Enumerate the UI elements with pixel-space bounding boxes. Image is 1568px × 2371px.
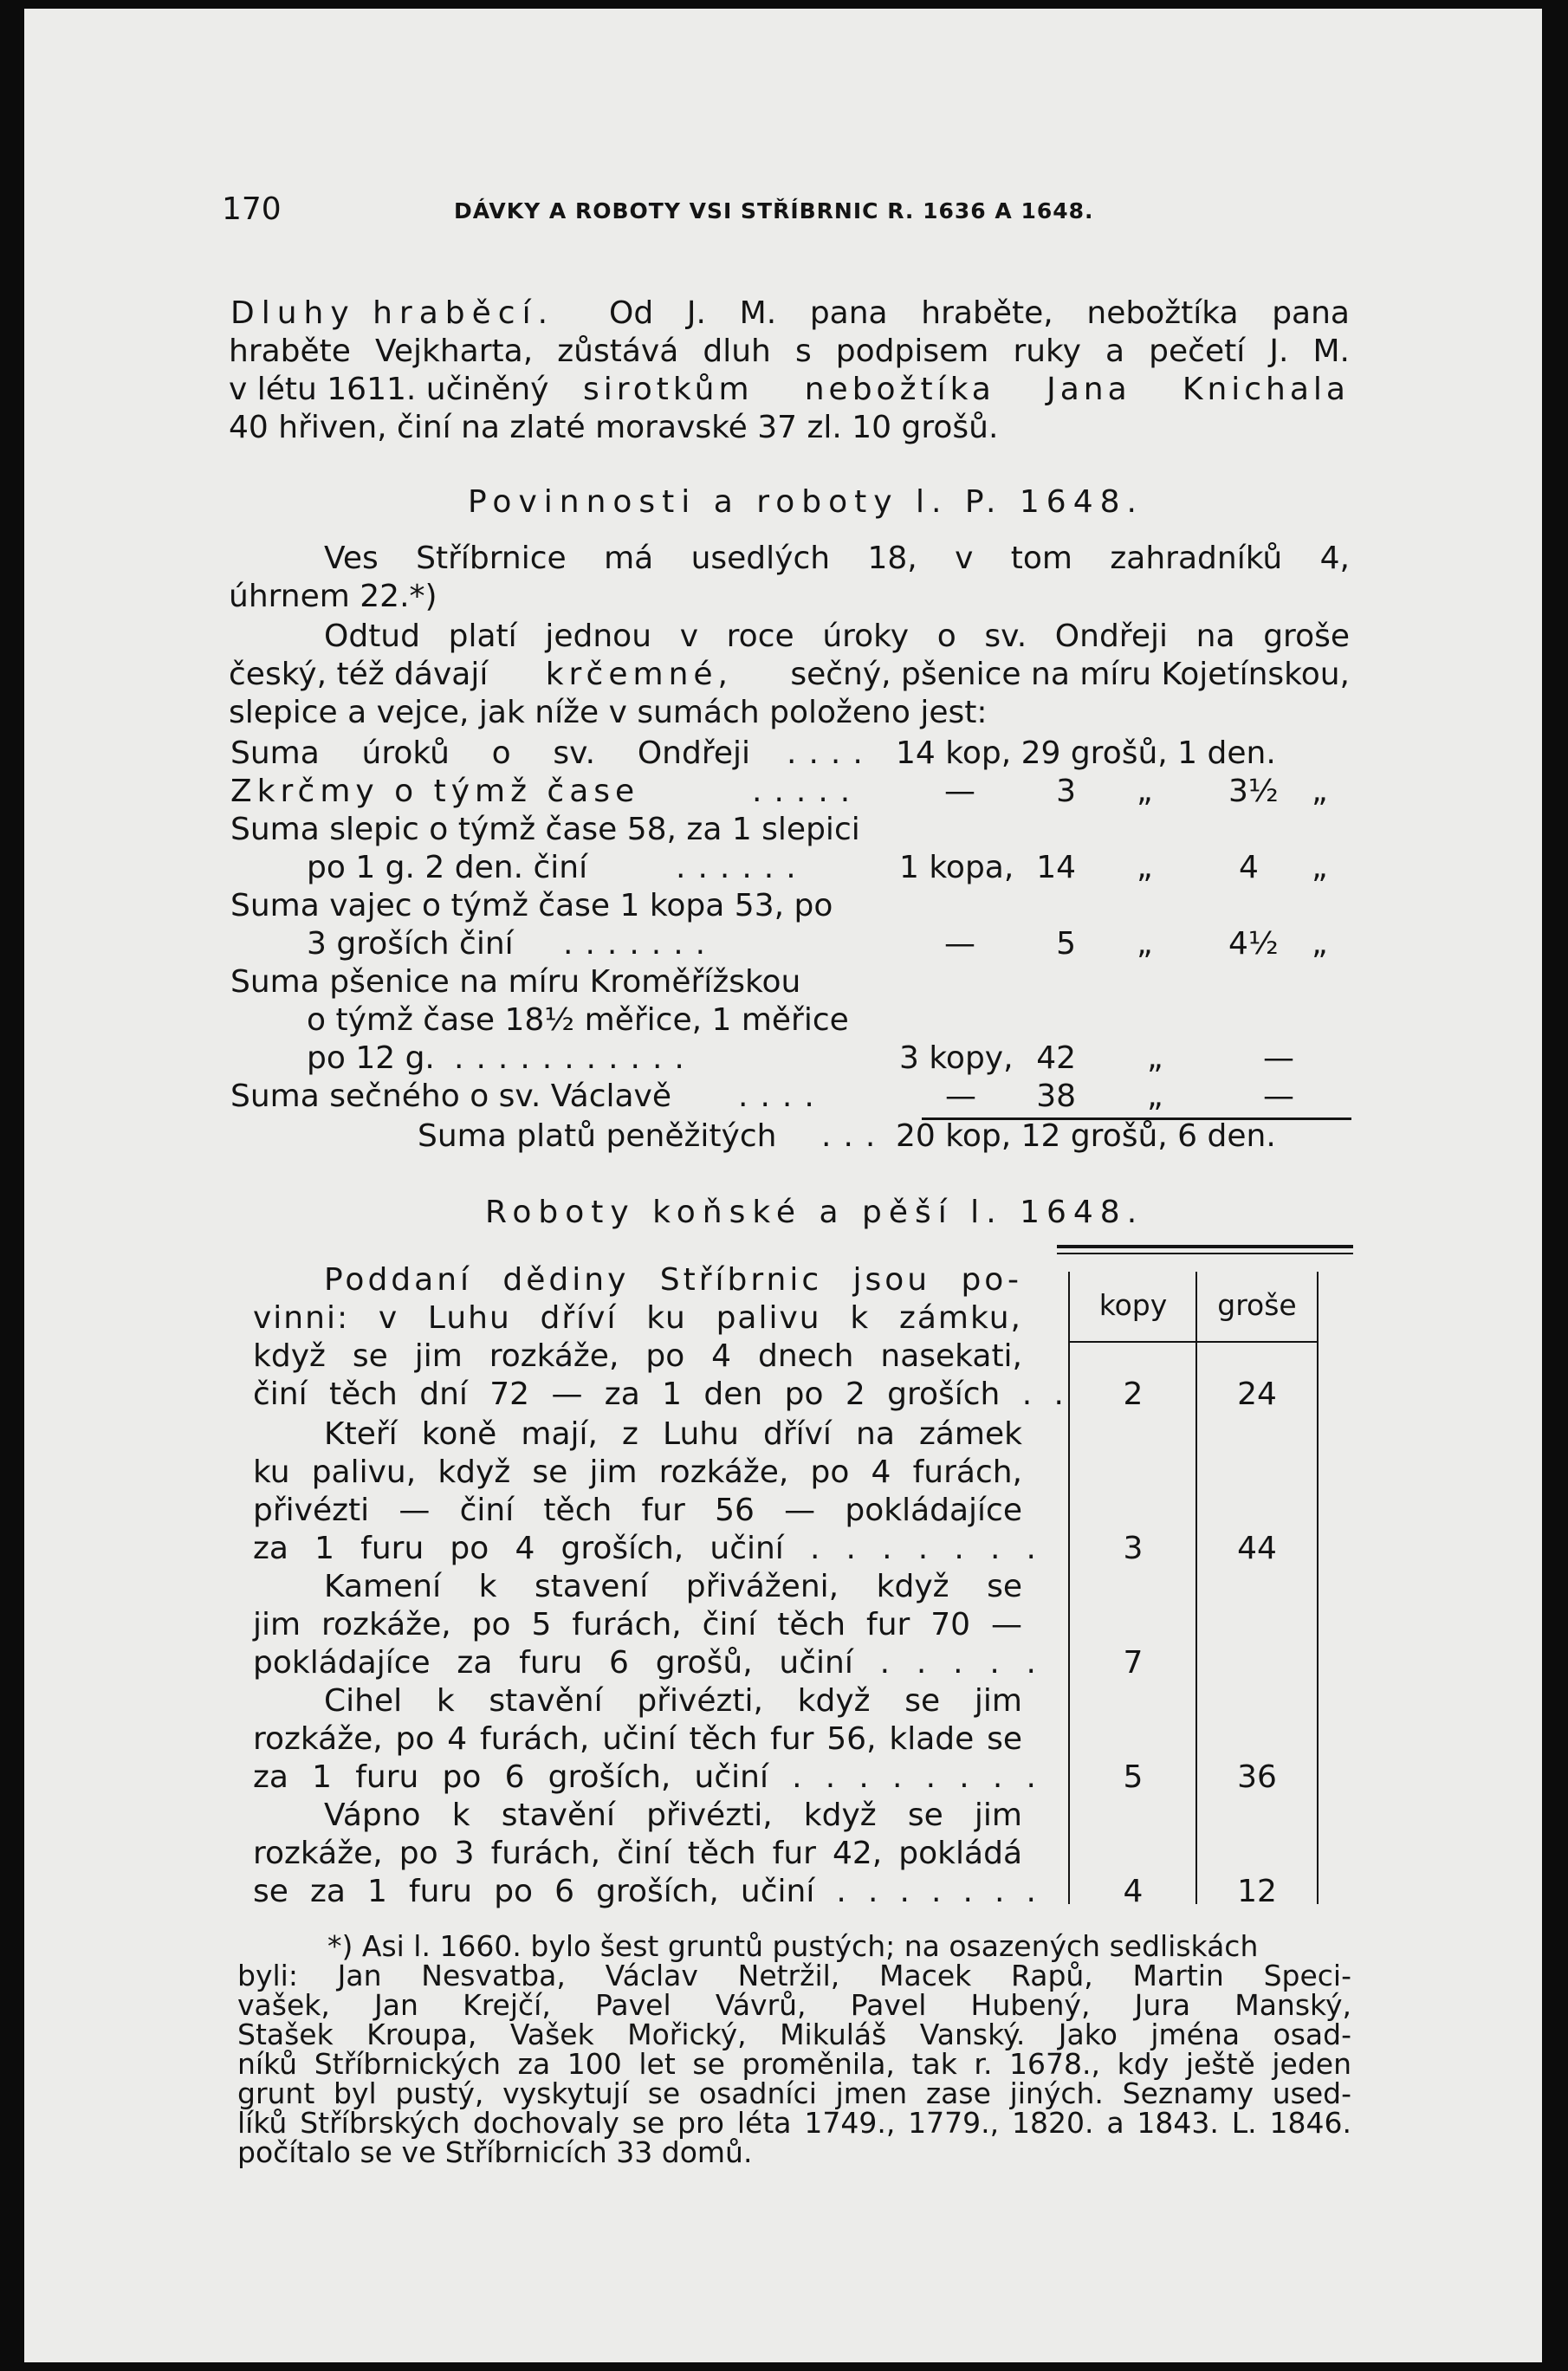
roboty-line: pokládajíce za furu 6 grošů, učiní . . . . . xyxy=(253,1645,1036,1681)
ledger-dots: .... xyxy=(738,1079,826,1114)
debts-heading: Dluhy hraběcí. xyxy=(230,295,555,331)
roboty-line: Kteří koně mají, z Luhu dříví na zámek xyxy=(324,1416,1022,1452)
ledger-c2: 3 xyxy=(1056,774,1076,809)
duties-text: sečný, pšenice na míru Kojetínskou, xyxy=(790,657,1350,692)
ledger-c4: — xyxy=(1263,1079,1294,1114)
ledger-label: Zkrčmy o týmž čase xyxy=(230,774,640,809)
ledger-label: po 1 g. 2 den. činí xyxy=(307,850,588,885)
debts-line: v létu 1611. učiněný xyxy=(229,372,549,407)
total-label: Suma platů peněžitých xyxy=(418,1118,777,1154)
krcemne-term: krčemné, xyxy=(545,657,733,692)
ledger-c1: — xyxy=(944,926,975,962)
footnote-line: *) Asi l. 1660. bylo šest gruntů pustých; na osazených sedliskách xyxy=(327,1929,1259,1963)
roboty-line: rozkáže, po 4 furách, učiní těch fur 56, klade se xyxy=(253,1721,1022,1757)
roboty-line: za 1 furu po 6 groších, učiní . . . . . . . . xyxy=(253,1759,1036,1795)
roboty-line: Poddaní dědiny Stříbrnic jsou po- xyxy=(324,1262,1022,1298)
ledger-dots: ....... xyxy=(563,926,718,962)
roboty-heading: Roboty koňské a pěší l. 1648. xyxy=(485,1195,1144,1230)
roboty-line: vinni: v Luhu dříví ku palivu k zámku, xyxy=(253,1300,1022,1336)
ledger-c1: — xyxy=(945,1079,976,1114)
total-value: 20 kop, 12 grošů, 6 den. xyxy=(896,1118,1276,1154)
table-top-rule xyxy=(1057,1253,1353,1254)
roboty-line: ku palivu, když se jim rozkáže, po 4 furách, xyxy=(253,1454,1022,1490)
ledger-dots: ... xyxy=(821,1118,888,1154)
debts-line: 40 hřiven, činí na zlaté moravské 37 zl. 10 grošů. xyxy=(229,410,999,445)
roboty-line: Vápno k stavění přivézti, když se jim xyxy=(324,1798,1022,1833)
roboty-line: se za 1 furu po 6 groších, učiní . . . . . . . xyxy=(253,1874,1036,1909)
table-column-rule xyxy=(1068,1272,1070,1904)
kopy-value: 7 xyxy=(1123,1645,1144,1681)
ledger-dots: ..... xyxy=(752,774,863,809)
table-top-rule xyxy=(1057,1245,1353,1248)
roboty-line: za 1 furu po 4 groších, učiní . . . . . . . xyxy=(253,1531,1036,1566)
ledger-dots: ...... xyxy=(676,850,808,885)
ledger-c3: „ xyxy=(1147,1040,1163,1076)
ledger-value: 14 kop, 29 grošů, 1 den. xyxy=(896,735,1276,771)
debts-line: hraběte Vejkharta, zůstává dluh s podpisem ruky a pečetí J. M. xyxy=(229,334,1350,369)
ledger-c3: „ xyxy=(1137,850,1153,885)
ledger-c4: 4 xyxy=(1239,850,1259,885)
roboty-line: Kamení k stavení přiváženi, když se xyxy=(324,1569,1022,1604)
ledger-c4: 4½ xyxy=(1228,926,1279,962)
ledger-c5: „ xyxy=(1312,850,1328,885)
ledger-c3: „ xyxy=(1147,1079,1163,1114)
ledger-label: o týmž čase 18½ měřice, 1 měřice xyxy=(307,1002,849,1038)
footnote-line: vašek, Jan Krejčí, Pavel Vávrů, Pavel Hubený, Jura Manský, xyxy=(237,1988,1351,2022)
ledger-c1: 3 kopy, xyxy=(899,1040,1014,1076)
grose-value: 12 xyxy=(1237,1874,1277,1909)
duties-paragraph: Odtud platí jednou v roce úroky o sv. Ondřeji na groše xyxy=(324,619,1350,654)
duties-intro: Ves Stříbrnice má usedlých 18, v tom zahradníků 4, xyxy=(324,541,1350,576)
ledger-label: 3 groších činí xyxy=(307,926,514,962)
ledger-dots: .... xyxy=(787,735,875,771)
ledger-label: Suma pšenice na míru Kroměřížskou xyxy=(230,964,801,1000)
page-number: 170 xyxy=(222,191,282,227)
ledger-c1: — xyxy=(944,774,975,809)
roboty-line: Cihel k stavění přivézti, když se jim xyxy=(324,1683,1022,1719)
ledger-c4: — xyxy=(1263,1040,1294,1076)
roboty-line: jim rozkáže, po 5 furách, činí těch fur 70 — xyxy=(253,1607,1022,1642)
roboty-line: rozkáže, po 3 furách, činí těch fur 42, pokládá xyxy=(253,1836,1022,1871)
footnote-line: grunt byl pustý, vyskytují se osadníci jmen zase jiných. Seznamy used- xyxy=(237,2076,1351,2110)
table-column-rule xyxy=(1317,1272,1319,1904)
running-title: DÁVKY A ROBOTY VSI STŘÍBRNIC R. 1636 A 1648. xyxy=(454,198,1094,223)
ledger-label: Suma sečného o sv. Václavě xyxy=(230,1079,672,1114)
ledger-c4: 3½ xyxy=(1228,774,1279,809)
ledger-label: Suma vajec o týmž čase 1 kopa 53, po xyxy=(230,888,833,923)
ledger-c2: 42 xyxy=(1036,1040,1076,1076)
ledger-c3: „ xyxy=(1137,926,1153,962)
duties-heading: Povinnosti a roboty l. P. 1648. xyxy=(468,484,1144,520)
footnote-line: níků Stříbrnických za 100 let se proměnila, tak r. 1678., kdy ještě jeden xyxy=(237,2047,1351,2081)
kopy-value: 5 xyxy=(1123,1759,1144,1795)
ledger-c1: 1 kopa, xyxy=(899,850,1014,885)
footnote-line: počítalo se ve Stříbrnicích 33 domů. xyxy=(237,2135,753,2169)
ledger-label: po 12 g. xyxy=(307,1040,435,1076)
grose-value: 24 xyxy=(1237,1377,1277,1412)
ledger-dots: ........... xyxy=(454,1040,697,1076)
table-column-rule xyxy=(1195,1272,1197,1904)
grose-value: 44 xyxy=(1237,1531,1277,1566)
duties-paragraph: slepice a vejce, jak níže v sumách položeno jest: xyxy=(229,695,988,730)
kopy-value: 2 xyxy=(1123,1377,1144,1412)
footnote-line: byli: Jan Nesvatba, Václav Netržil, Macek Rapů, Martin Speci- xyxy=(237,1959,1351,1992)
footnote-line: Stašek Kroupa, Vašek Mořický, Mikuláš Vanský. Jako jména osad- xyxy=(237,2018,1351,2051)
ledger-c5: „ xyxy=(1312,926,1328,962)
ledger-c5: „ xyxy=(1312,774,1328,809)
ledger-c2: 14 xyxy=(1036,850,1076,885)
duties-paragraph xyxy=(229,656,1350,694)
table-header-rule xyxy=(1068,1341,1319,1343)
ledger-c3: „ xyxy=(1137,774,1153,809)
ledger-c2: 38 xyxy=(1036,1079,1076,1114)
roboty-line: činí těch dní 72 — za 1 den po 2 groších . . xyxy=(253,1377,1064,1412)
ledger-c2: 5 xyxy=(1056,926,1076,962)
grose-value: 36 xyxy=(1237,1759,1277,1795)
book-page xyxy=(24,9,1542,2362)
col-grose-header: groše xyxy=(1217,1288,1297,1322)
kopy-value: 4 xyxy=(1123,1874,1144,1909)
debts-line: Od J. M. pana hraběte, nebožtíka pana xyxy=(609,295,1350,331)
col-kopy-header: kopy xyxy=(1098,1288,1168,1322)
ledger-label: Suma úroků o sv. Ondřeji xyxy=(230,735,750,771)
duties-text: český, též dávají xyxy=(229,657,489,692)
footnote-line: líků Stříbrských dochovaly se pro léta 1749., 1779., 1820. a 1843. L. 1846. xyxy=(237,2106,1351,2140)
ledger-label: Suma slepic o týmž čase 58, za 1 slepici xyxy=(230,812,860,847)
roboty-line: když se jim rozkáže, po 4 dnech nasekati, xyxy=(253,1338,1022,1374)
duties-intro: úhrnem 22.*) xyxy=(229,579,437,614)
debts-line: sirotkům nebožtíka Jana Knichala xyxy=(583,372,1350,407)
kopy-value: 3 xyxy=(1123,1531,1144,1566)
roboty-line: přivézti — činí těch fur 56 — pokládajíce xyxy=(253,1493,1022,1528)
